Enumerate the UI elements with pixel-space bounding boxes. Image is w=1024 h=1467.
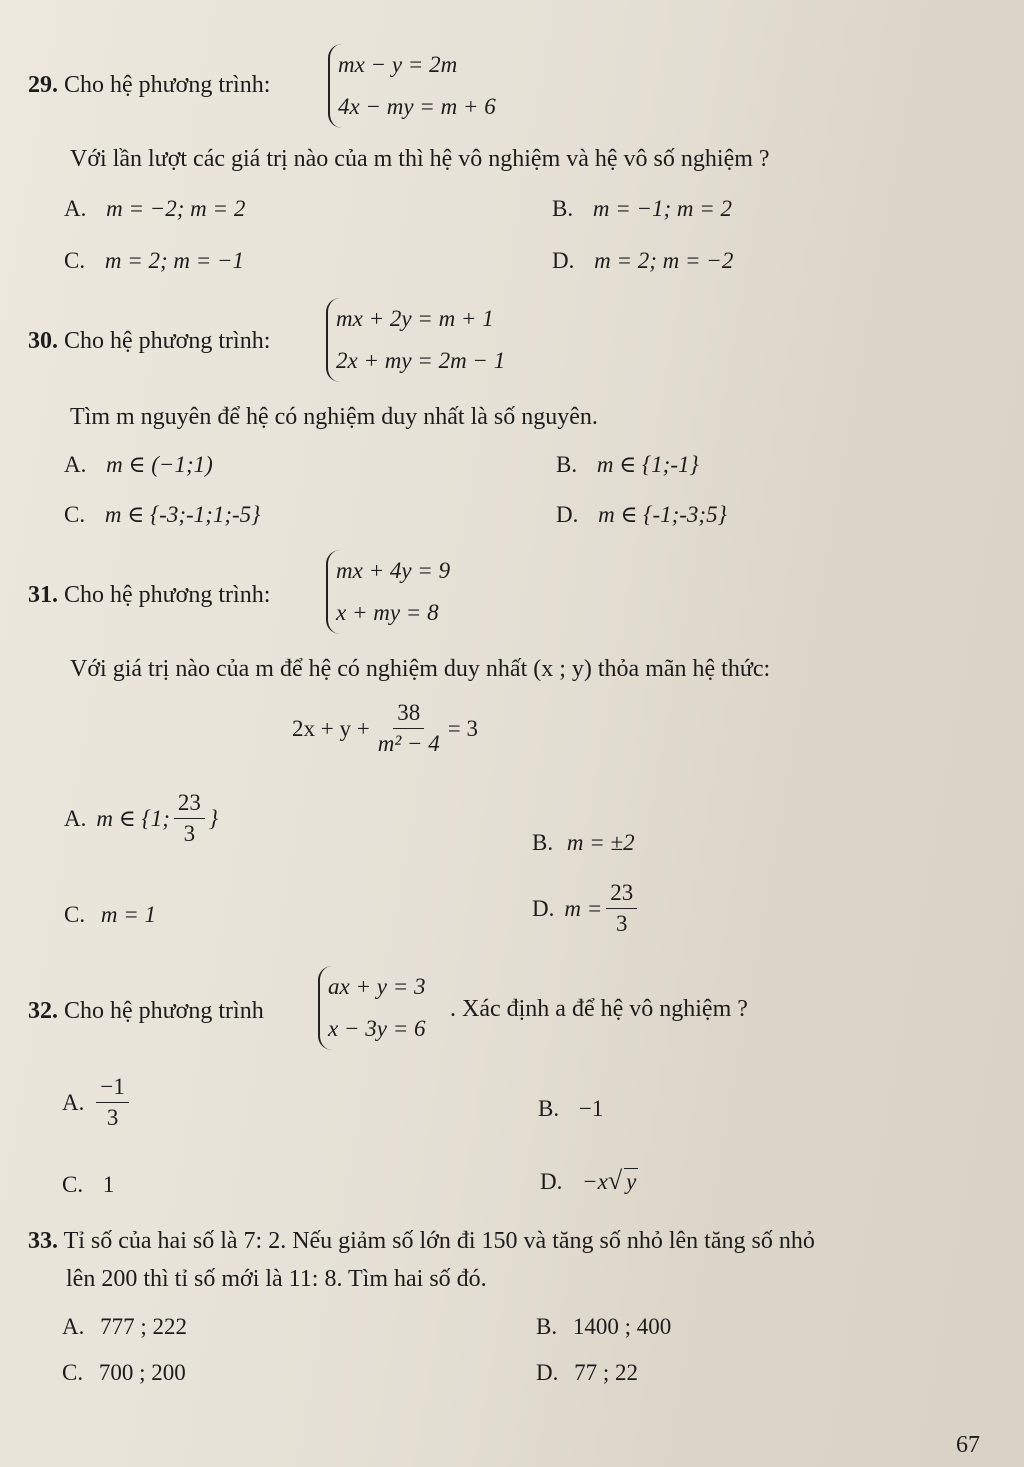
option-value: m = 2; m = −1 (104, 248, 245, 273)
option-fraction (174, 790, 205, 847)
option-label: A. (64, 196, 87, 221)
option-label: D. (552, 248, 575, 273)
option-31-b (532, 830, 635, 856)
equation-system-31 (326, 550, 450, 634)
option-label: B. (536, 1314, 558, 1339)
option-label: A. (62, 1314, 85, 1339)
option-value: 1 (102, 1172, 115, 1197)
option-33-a (62, 1314, 187, 1340)
option-label: D. (540, 1169, 563, 1194)
option-fraction (96, 1074, 128, 1131)
equation-2: 4x − my = m + 6 (338, 94, 496, 119)
option-label: C. (62, 1360, 84, 1385)
question-text-line-1: Tỉ số của hai số là 7: 2. Nếu giảm số lớn đi 150 và tăng số nhỏ lên tăng số nhỏ (63, 1228, 815, 1254)
question-30-header (28, 328, 270, 355)
fraction-numerator: 23 (606, 880, 637, 909)
page-number: 67 (956, 1432, 980, 1458)
option-value: m ∈ (−1;1) (106, 452, 213, 477)
option-value: 1400 ; 400 (572, 1314, 672, 1339)
question-prompt: Cho hệ phương trình: (64, 582, 271, 608)
question-33-line-1 (28, 1228, 815, 1255)
question-prompt: Cho hệ phương trình (64, 998, 264, 1024)
option-30-a (64, 452, 213, 478)
option-29-c (64, 248, 244, 274)
option-value: m = 2; m = −2 (594, 248, 734, 273)
option-29-a (64, 196, 245, 222)
option-29-b (552, 196, 732, 222)
option-33-c (62, 1360, 186, 1386)
square-root-radicand: y (626, 1169, 637, 1194)
option-33-b (536, 1314, 671, 1340)
option-label: C. (62, 1172, 84, 1197)
option-30-d (556, 502, 727, 528)
equation-1: mx + 4y = 9 (336, 558, 451, 583)
option-label: C. (64, 248, 86, 273)
option-suffix: } (208, 805, 219, 831)
fraction-denominator: 3 (106, 1105, 119, 1130)
option-fraction (606, 880, 637, 937)
option-label: B. (538, 1096, 560, 1121)
question-number: 30. (28, 328, 58, 354)
option-value: m = 1 (100, 902, 156, 927)
equation-system-30 (326, 298, 505, 382)
option-30-b (556, 452, 699, 478)
fraction-denominator: 3 (183, 821, 196, 846)
question-31-header (28, 582, 270, 609)
option-value: 777 ; 222 (100, 1314, 188, 1339)
option-32-a (62, 1074, 133, 1131)
option-label: C. (64, 502, 86, 527)
option-label: D. (536, 1360, 559, 1385)
equation-2: x + my = 8 (336, 600, 439, 625)
fraction-denominator: m² − 4 (377, 731, 440, 756)
option-label: C. (64, 902, 86, 927)
question-prompt: Cho hệ phương trình: (64, 72, 271, 98)
fraction-numerator: 23 (174, 790, 205, 819)
question-30-text: Tìm m nguyên để hệ có nghiệm duy nhất là số nguyên. (70, 404, 598, 430)
equation-2: x − 3y = 6 (328, 1016, 426, 1041)
option-32-c (62, 1172, 114, 1198)
equation-2: 2x + my = 2m − 1 (336, 348, 506, 373)
question-29-header (28, 72, 270, 99)
question-number: 32. (28, 998, 58, 1024)
option-prefix: m = (564, 895, 603, 921)
option-label: A. (62, 1089, 85, 1115)
option-31-c (64, 902, 156, 928)
option-value: m = −1; m = 2 (592, 196, 733, 221)
question-number: 31. (28, 582, 58, 608)
option-label: A. (64, 452, 87, 477)
option-prefix: −x (582, 1169, 608, 1194)
equation-1: ax + y = 3 (328, 974, 426, 999)
option-label: D. (556, 502, 579, 527)
option-label: A. (64, 805, 87, 831)
option-32-d (540, 1166, 638, 1196)
option-label: B. (532, 830, 554, 855)
equation-1: mx + 2y = m + 1 (336, 306, 494, 331)
option-32-b (538, 1096, 603, 1122)
option-31-d (532, 880, 641, 937)
question-32-header (28, 998, 264, 1025)
formula-fraction (374, 700, 444, 757)
question-33-line-2: lên 200 thì tỉ số mới là 11: 8. Tìm hai số đó. (66, 1266, 487, 1292)
option-33-d (536, 1360, 638, 1386)
square-root-sign: √ (607, 1166, 623, 1195)
option-label: D. (532, 895, 555, 921)
option-label: B. (556, 452, 578, 477)
constraint-formula (292, 700, 478, 757)
option-31-a (64, 790, 218, 847)
option-30-c (64, 502, 260, 528)
question-prompt: Cho hệ phương trình: (64, 328, 271, 354)
fraction-numerator: −1 (96, 1074, 128, 1103)
option-29-d (552, 248, 733, 274)
option-value: m = ±2 (566, 830, 635, 855)
option-value: m = −2; m = 2 (106, 196, 246, 221)
option-prefix: m ∈ {1; (96, 805, 170, 831)
option-value: 700 ; 200 (98, 1360, 186, 1385)
question-number: 29. (28, 72, 58, 98)
question-31-text: Với giá trị nào của m để hệ có nghiệm duy nhất (x ; y) thỏa mãn hệ thức: (70, 656, 771, 682)
equation-system-32 (318, 966, 425, 1050)
formula-right: = 3 (447, 715, 478, 741)
fraction-numerator: 38 (393, 700, 424, 729)
question-29-text: Với lần lượt các giá trị nào của m thì hệ vô nghiệm và hệ vô số nghiệm ? (70, 146, 770, 172)
formula-left: 2x + y + (292, 715, 370, 741)
fraction-denominator: 3 (616, 911, 628, 936)
option-value: m ∈ {-3;-1;1;-5} (104, 502, 261, 527)
question-number: 33. (28, 1228, 58, 1254)
option-label: B. (552, 196, 574, 221)
equation-1: mx − y = 2m (338, 52, 458, 77)
option-value: −1 (578, 1096, 604, 1121)
equation-system-29 (328, 44, 496, 128)
question-32-text: . Xác định a để hệ vô nghiệm ? (450, 996, 748, 1022)
option-value: m ∈ {1;-1} (596, 452, 699, 477)
option-value: m ∈ {-1;-3;5} (598, 502, 727, 527)
option-value: 77 ; 22 (574, 1360, 639, 1385)
